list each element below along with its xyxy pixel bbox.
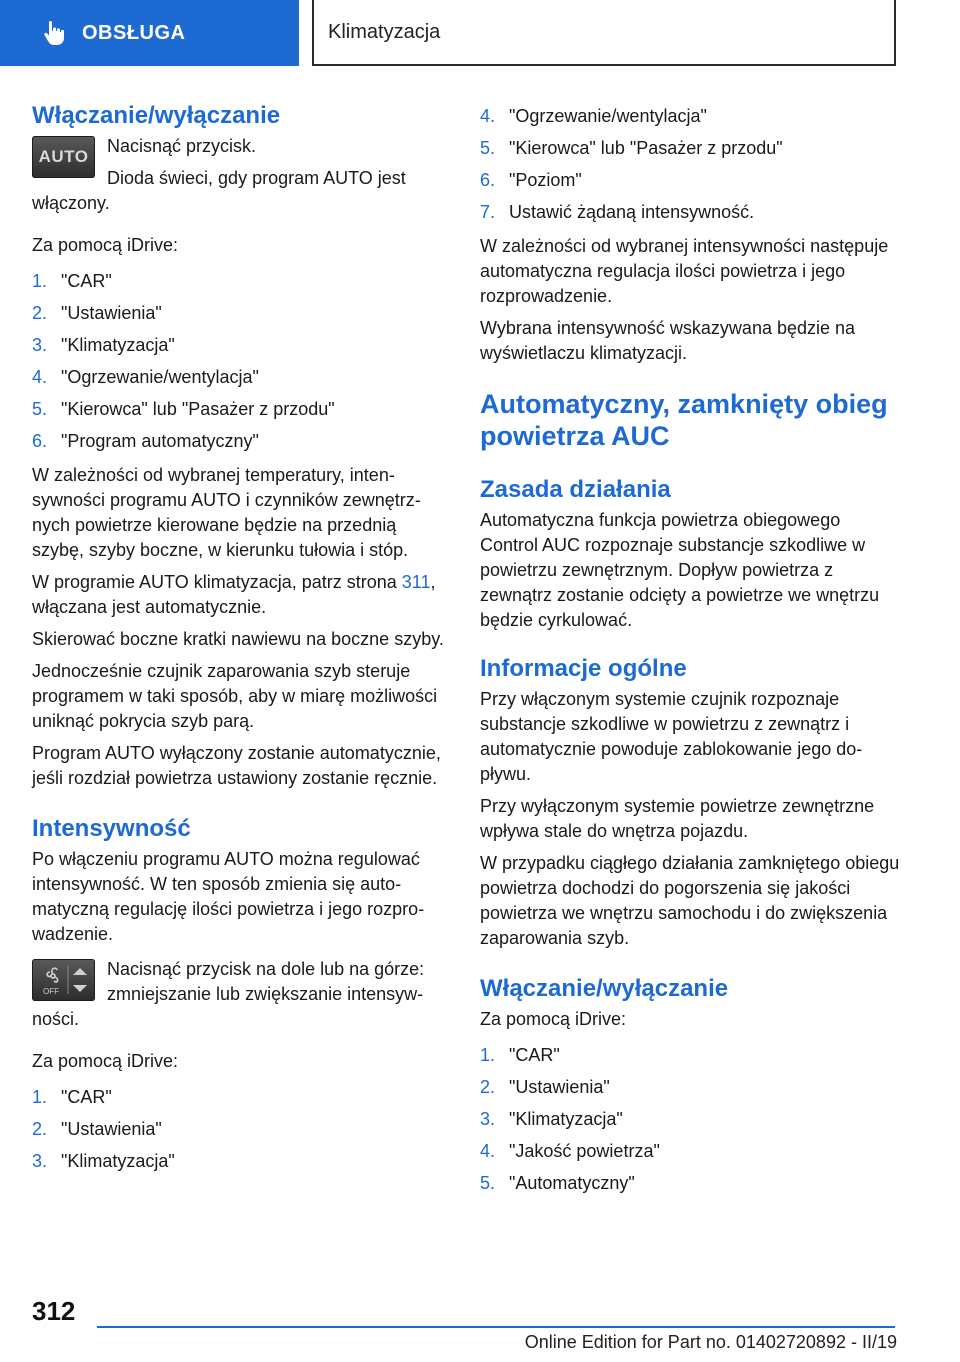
page-number: 312 [32,1296,76,1326]
fan-intensity-button-icon [32,959,95,1001]
footer-divider [97,1326,895,1328]
list-item: 6. "Poziom" [480,170,582,190]
section-tab[interactable] [0,0,299,66]
list-item: 1. "CAR" [32,1087,112,1107]
list-item: 2. "Ustawienia" [32,1119,162,1139]
auto-button-icon [32,136,95,178]
list-item: 3. "Klimatyzacja" [480,1109,623,1129]
heading-principle: Zasada działania [480,476,671,503]
list-item: 3. "Klimatyzacja" [32,335,175,355]
fan-off-label: OFF [42,987,59,996]
heading-on-off-auc: Włączanie/wyłączanie [480,975,729,1002]
paragraph-idrive: Za pomocą iDrive: [480,1009,627,1029]
heading-intensity: Intensywność [32,815,191,842]
paragraph-principle: Automatyczna funkcja powietrza obiegowego Control AUC rozpoznaje substancje szkodliwe w powietrzu zewnętrznym. Dopływ powietrza z zewnątrz zostanie odcięty a powietrze we wnętrzu będzie cyrkulować. [480,510,880,630]
paragraph-press-up-down: Nacisnąć przycisk na dole lub na górze: zmniejszanie lub zwiększanie intensywności. [32,959,425,1029]
list-item: 3. "Klimatyzacja" [32,1151,175,1171]
list-item: 6. "Program automatyczny" [32,431,259,451]
paragraph-idrive: Za pomocą iDrive: [32,235,179,255]
list-item: 5. "Kierowca" lub "Pasażer z przodu" [32,399,335,419]
list-item: 5. "Automatyczny" [480,1173,635,1193]
paragraph-general-1: Przy włączonym systemie czujnik rozpoznaje substancje szkodliwe w powietrzu z zewnątrz i automatycznie powoduje zablokowanie jego dopływu. [480,689,863,784]
paragraph-press-button: Nacisnąć przycisk. [107,136,257,156]
edition-info: Online Edition for Part no. 01402720892 - II/19 [524,1332,897,1352]
paragraph-led-indicator: Dioda świeci, gdy program AUTO jest włączony. [32,168,406,213]
list-item: 2. "Ustawienia" [32,303,162,323]
left-column [32,100,452,1183]
idrive-steps-list-3 [480,1039,900,1199]
idrive-steps-list-continued [480,100,900,228]
list-item: 1. "CAR" [480,1045,560,1065]
heading-general-info: Informacje ogólne [480,655,687,682]
paragraph-intensity: Po włączeniu programu AUTO można regulować intensywność. W ten sposób zmienia się automatyczną regulację ilości powietrza i jego rozprowadzenie. [32,849,425,944]
idrive-steps-list-1 [32,265,452,457]
list-item: 4. "Jakość powietrza" [480,1141,660,1161]
list-item: 1. "CAR" [32,271,112,291]
paragraph-auto-off: Program AUTO wyłączony zostanie automatycznie, jeśli rozdział powietrza ustawiony zostanie ręcznie. [32,743,441,788]
right-column [480,100,900,1205]
auto-button-label: AUTO [38,147,89,166]
paragraph-display: Wybrana intensywność wskazywana będzie na wyświetlaczu klimatyzacji. [480,318,856,363]
paragraph-fog-sensor: Jednocześnie czujnik zaparowania szyb steruje programem w taki sposób, aby w miarę możliwości uniknąć pokrycia szyb parą. [32,661,438,731]
list-item: 7. Ustawić żądaną intensywność. [480,202,755,222]
intensity-button-block [32,957,452,1039]
list-item: 5. "Kierowca" lub "Pasażer z przodu" [480,138,783,158]
paragraph-side-vents: Skierować boczne kratki nawiewu na boczne szyby. [32,629,444,649]
chapter-title [312,0,896,66]
section-tab-label: OBSŁUGA [82,21,186,44]
heading-auc: Automatyczny, zamknięty obieg powietrza AUC [480,389,888,451]
paragraph-auto-program: W programie AUTO klimatyzacja, patrz strona 311, włączana jest automatycznie. [32,572,436,617]
paragraph-general-3: W przypadku ciągłego działania zamkniętego obiegu powietrza dochodzi do pogorszenia się jakości powietrza we wnętrzu samochodu i do zwiększenia zaparowania szyb. [480,853,900,948]
list-item: 2. "Ustawienia" [480,1077,610,1097]
list-item: 4. "Ogrzewanie/wentylacja" [32,367,259,387]
hand-pointer-icon [40,19,68,47]
idrive-steps-list-2 [32,1081,452,1177]
paragraph-air-distribution: W zależności od wybranej temperatury, intensywności programu AUTO i czynników zewnętrznych powietrze kierowane będzie na przednią szybę, szyby boczne, w kierunku tułowia i stóp. [32,465,421,560]
auto-button-block [32,134,452,223]
paragraph-general-2: Przy wyłączonym systemie powietrze zewnętrzne wpływa stale do wnętrza pojazdu. [480,796,875,841]
list-item: 4. "Ogrzewanie/wentylacja" [480,106,707,126]
heading-on-off: Włączanie/wyłączanie [32,102,281,129]
fan-arrows-icon [36,962,92,998]
paragraph-idrive: Za pomocą iDrive: [32,1051,179,1071]
chapter-title-text: Klimatyzacja [328,20,441,43]
page-link-311[interactable]: 311 [401,572,431,592]
paragraph-auto-regulation: W zależności od wybranej intensywności następuje automatyczna regulacja ilości powietrza i jego rozprowadzenie. [480,236,889,306]
